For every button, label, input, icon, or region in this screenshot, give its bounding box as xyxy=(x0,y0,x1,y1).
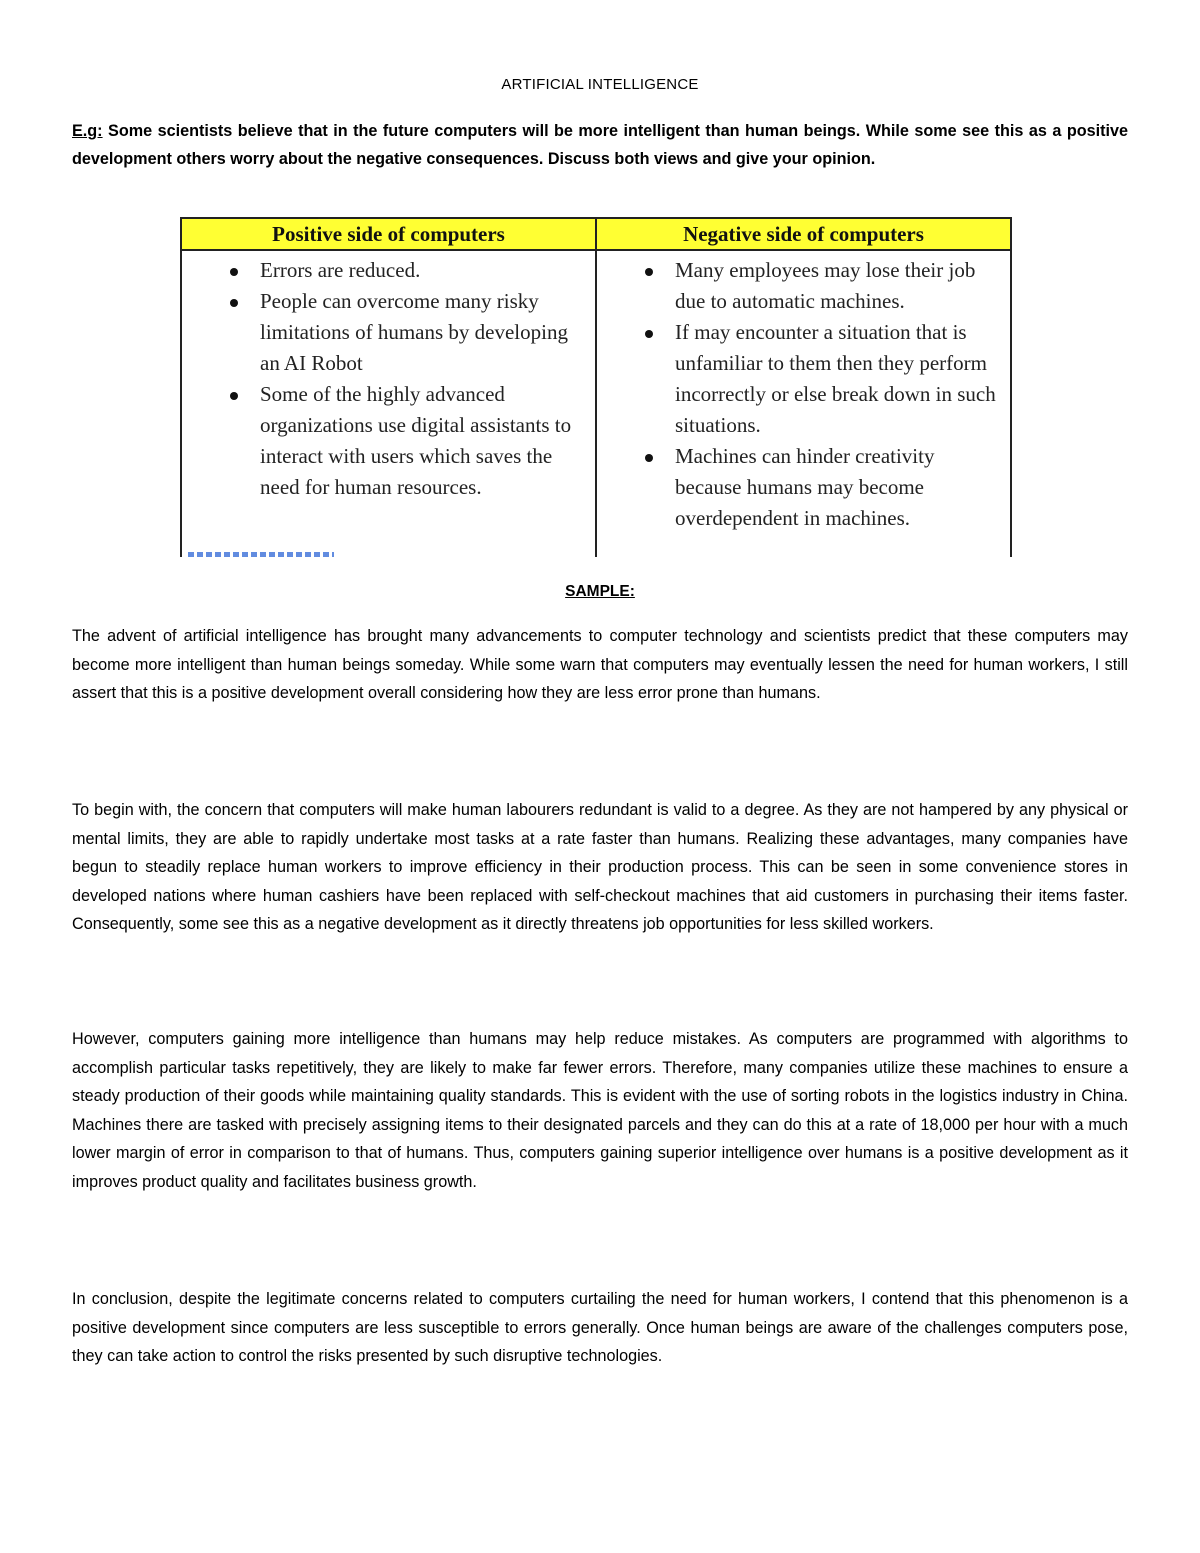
sample-paragraph-intro: The advent of artificial intelligence has brought many advancements to computer technology and scientists predict that these computers may become more intelligent than human beings someday. While some warn that computers may eventually lessen the need for human workers, I still assert that this is a positive development overall considering how they are less error prone than humans. xyxy=(72,627,1128,703)
list-item: If may encounter a situation that is unfamiliar to them then they perform incorrectly or else break down in such situations. xyxy=(605,317,1002,441)
header-positive: Positive side of computers xyxy=(181,218,596,250)
cropped-text-fragment xyxy=(188,552,334,557)
list-item: Some of the highly advanced organizations use digital assistants to interact with users which saves the need for human resources. xyxy=(190,379,587,503)
list-item: Machines can hinder creativity because humans may become overdependent in machines. xyxy=(605,441,1002,534)
document-title: ARTIFICIAL INTELLIGENCE xyxy=(501,76,699,93)
table-cutoff-row xyxy=(180,546,1012,557)
sample-paragraph-conclusion: In conclusion, despite the legitimate concerns related to computers curtailing the need for human workers, I contend that this phenomenon is a positive development since computers are less susceptible to errors generally. Once human beings are aware of the challenges computers pose, they can take action to control the risks presented by such disruptive technologies. xyxy=(72,1290,1128,1366)
pros-cons-table xyxy=(180,217,1012,557)
pros-cons-table-image xyxy=(180,217,1012,557)
sample-heading: SAMPLE: xyxy=(565,583,635,600)
essay-prompt xyxy=(72,117,1128,173)
positive-cell xyxy=(181,250,596,557)
sample-paragraph-body-1: To begin with, the concern that computers will make human labourers redundant is valid to a degree. As they are not hampered by any physical or mental limits, they are able to rapidly undertake most tasks at a rate faster than humans. Realizing these advantages, many companies have begun to steadily replace human workers to improve efficiency in their production process. This can be seen in some convenience stores in developed nations where human cashiers have been replaced with self-checkout machines that aid customers in purchasing their items faster. Consequently, some see this as a negative development as it directly threatens job opportunities for less skilled workers. xyxy=(72,801,1128,934)
positive-list xyxy=(190,255,587,503)
list-item: Many employees may lose their job due to automatic machines. xyxy=(605,255,1002,317)
list-item: Errors are reduced. xyxy=(190,255,587,286)
prompt-label: E.g: xyxy=(72,122,103,140)
sample-paragraph-body-2: However, computers gaining more intelligence than humans may help reduce mistakes. As computers are programmed with algorithms to accomplish particular tasks repetitively, they are likely to make far fewer errors. Therefore, many companies utilize these machines to ensure a steady production of their goods while maintaining quality standards. This is evident with the use of sorting robots in the logistics industry in China. Machines there are tasked with precisely assigning items to their designated parcels and they can do this at a rate of 18,000 per hour with a much lower margin of error in comparison to that of humans. Thus, computers gaining superior intelligence over humans is a positive development as it improves product quality and facilitates business growth. xyxy=(72,1030,1128,1191)
negative-list xyxy=(605,255,1002,534)
list-item: People can overcome many risky limitations of humans by developing an AI Robot xyxy=(190,286,587,379)
header-negative: Negative side of computers xyxy=(596,218,1011,250)
negative-cell xyxy=(596,250,1011,557)
prompt-text: Some scientists believe that in the future computers will be more intelligent than human beings. While some see this as a positive development others worry about the negative consequences. Discuss both views and give your opinion. xyxy=(72,122,1128,168)
